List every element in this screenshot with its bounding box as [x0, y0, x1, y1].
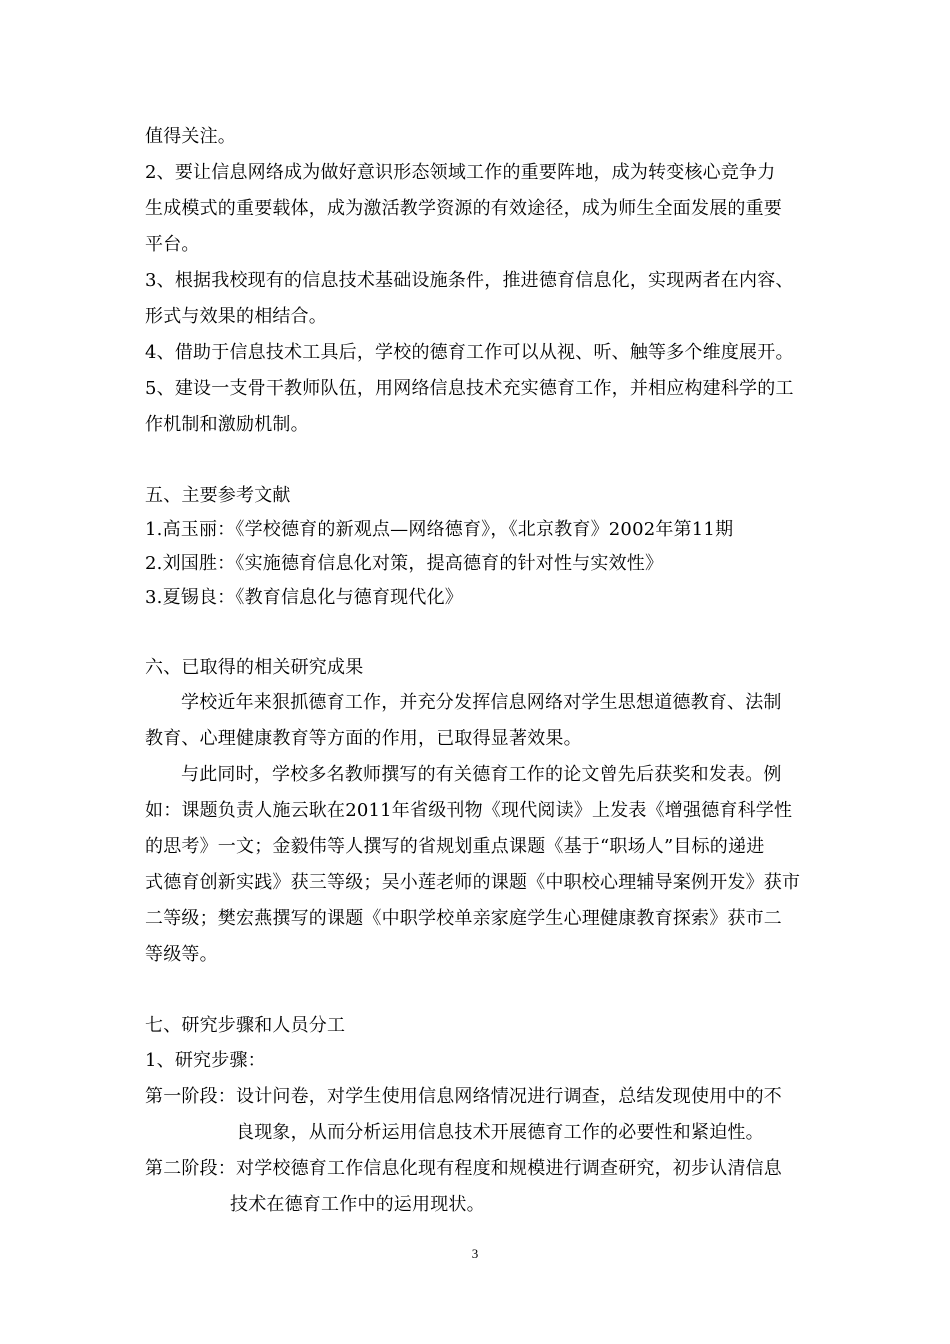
section-heading: 六、已取得的相关研究成果	[145, 657, 364, 678]
text-line: 4、借助于信息技术工具后，学校的德育工作可以从视、听、触等多个维度展开。	[145, 342, 794, 363]
paragraph-line: 学校近年来狠抓德育工作，并充分发挥信息网络对学生思想道德教育、法制	[181, 692, 782, 713]
text-line: 2、要让信息网络成为做好意识形态领域工作的重要阵地，成为转变核心竞争力	[145, 162, 776, 183]
step-line: 第一阶段：设计问卷，对学生使用信息网络情况进行调查，总结发现使用中的不	[145, 1086, 782, 1107]
paragraph-line: 如：课题负责人施云耿在2011年省级刊物《现代阅读》上发表《增强德育科学性	[145, 800, 793, 821]
paragraph-line: 的思考》一文；金毅伟等人撰写的省规划重点课题《基于“职场人”目标的递进	[145, 836, 765, 857]
reference-item: 2.刘国胜：《实施德育信息化对策，提高德育的针对性与实效性》	[145, 553, 664, 574]
section-heading: 七、研究步骤和人员分工	[145, 1015, 346, 1036]
text-line: 平台。	[145, 234, 200, 255]
text-line: 3、根据我校现有的信息技术基础设施条件，推进德育信息化，实现两者在内容、	[145, 270, 794, 291]
step-line: 第二阶段：对学校德育工作信息化现有程度和规模进行调查研究，初步认清信息	[145, 1158, 782, 1179]
text-line: 作机制和激励机制。	[145, 414, 309, 435]
step-line: 技术在德育工作中的运用现状。	[230, 1194, 485, 1215]
text-line: 形式与效果的相结合。	[145, 306, 327, 327]
text-line: 值得关注。	[145, 126, 236, 147]
paragraph-line: 教育、心理健康教育等方面的作用，已取得显著效果。	[145, 728, 582, 749]
paragraph-line: 式德育创新实践》获三等级；吴小莲老师的课题《中职校心理辅导案例开发》获市	[145, 872, 801, 893]
paragraph-line: 等级等。	[145, 944, 218, 965]
text-line: 生成模式的重要载体，成为激活教学资源的有效途径，成为师生全面发展的重要	[145, 198, 782, 219]
reference-item: 1.高玉丽：《学校德育的新观点—网络德育》，《北京教育》2002年第11期	[145, 519, 734, 540]
reference-item: 3.夏锡良：《教育信息化与德育现代化》	[145, 587, 463, 608]
sub-heading: 1、研究步骤：	[145, 1050, 266, 1071]
step-line: 良现象，从而分析运用信息技术开展德育工作的必要性和紧迫性。	[236, 1122, 764, 1143]
paragraph-line: 二等级；樊宏燕撰写的课题《中职学校单亲家庭学生心理健康教育探索》获市二	[145, 908, 782, 929]
section-heading: 五、主要参考文献	[145, 485, 291, 506]
paragraph-line: 与此同时，学校多名教师撰写的有关德育工作的论文曾先后获奖和发表。例	[181, 764, 782, 785]
page-number: 3	[471, 1246, 479, 1261]
text-line: 5、建设一支骨干教师队伍，用网络信息技术充实德育工作，并相应构建科学的工	[145, 378, 794, 399]
